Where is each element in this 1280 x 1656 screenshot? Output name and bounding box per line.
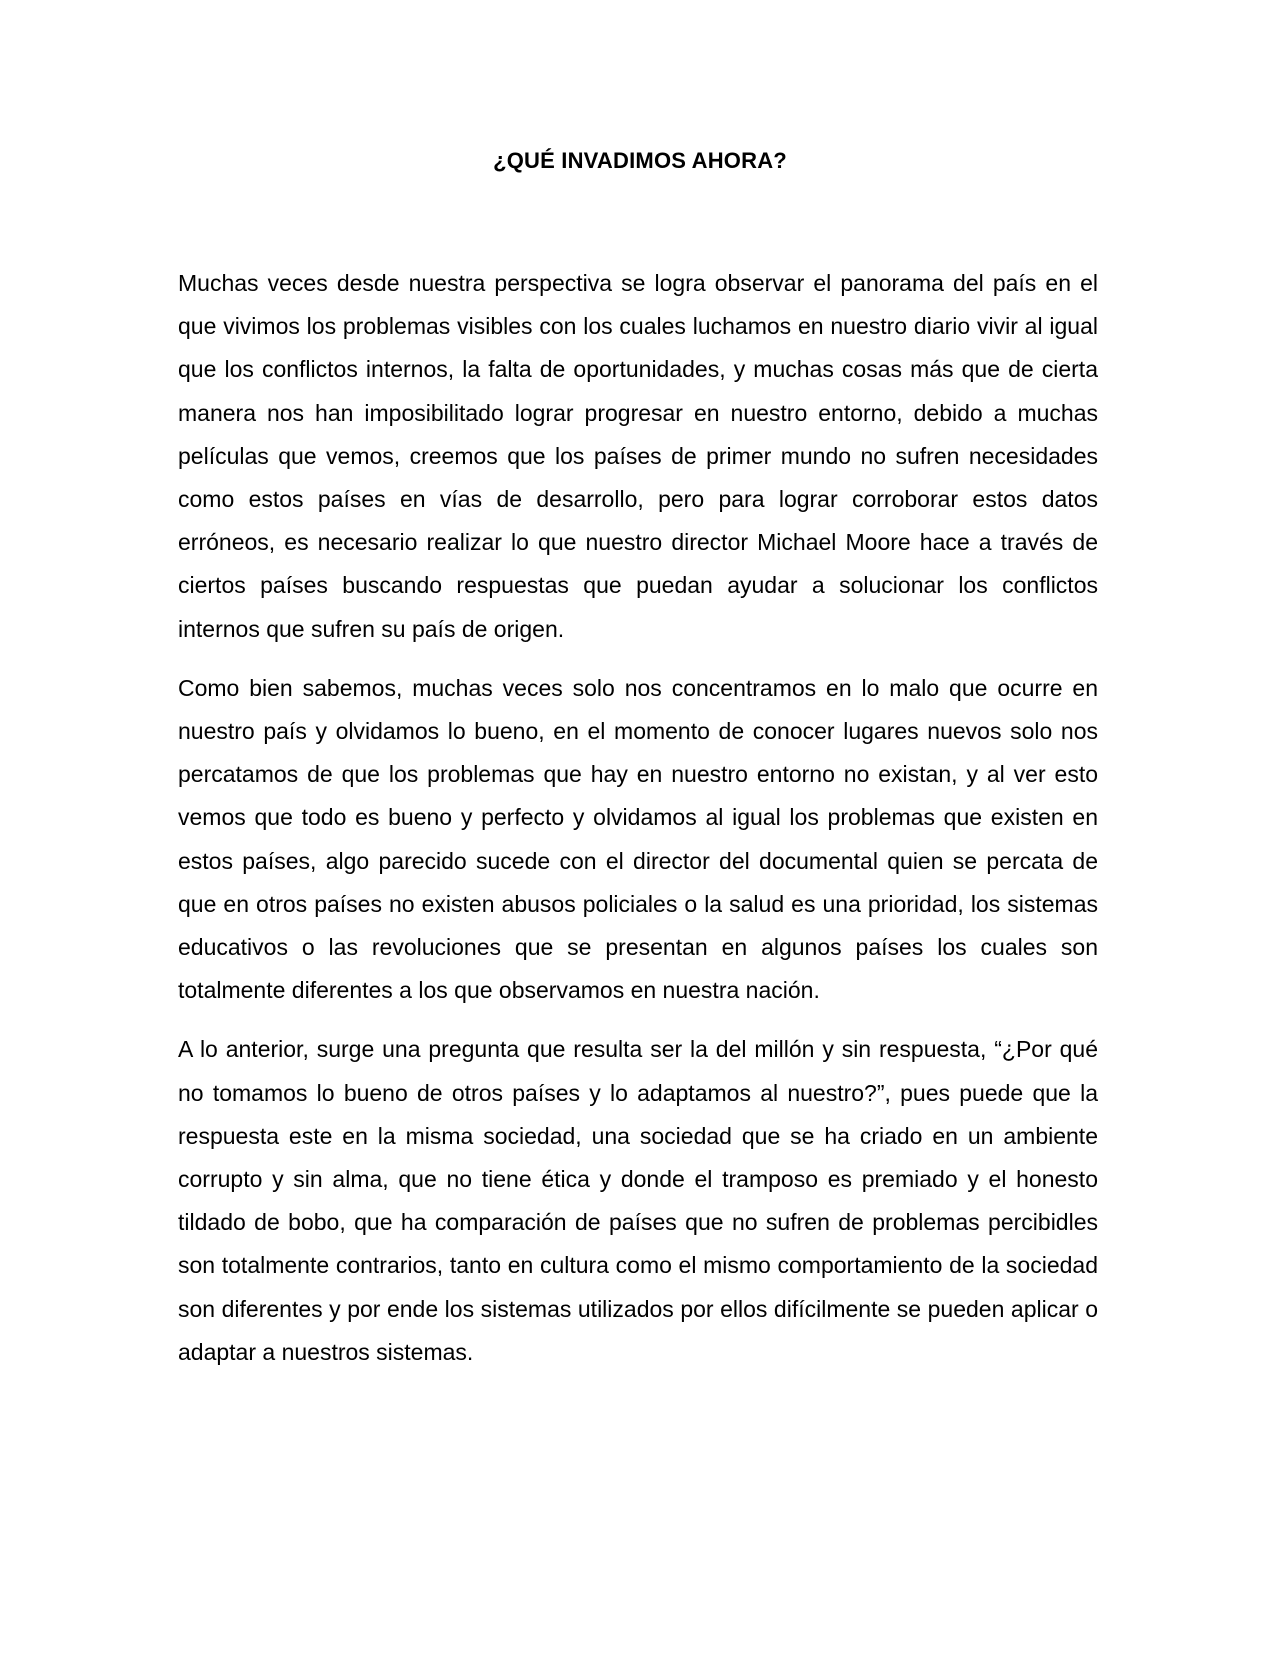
document-title: ¿QUÉ INVADIMOS AHORA?	[493, 148, 787, 173]
paragraph-3: A lo anterior, surge una pregunta que resulta ser la del millón y sin respuesta, “¿Por qué no tomamos lo bueno de otros países y lo adaptamos al nuestro?”, pues puede que la respuesta este en la misma sociedad, una sociedad que se ha criado en un ambiente corrupto y sin alma, que no tiene ética y donde el tramposo es premiado y el honesto tildado de bobo, que ha comparación de países que no sufren de problemas percibidles son totalmente contrarios, tanto en cultura como el mismo comportamiento de la sociedad son diferentes y por ende los sistemas utilizados por ellos difícilmente se pueden aplicar o adaptar a nuestros sistemas.	[178, 1036, 1098, 1365]
document-body	[178, 262, 1098, 1390]
paragraph-1: Muchas veces desde nuestra perspectiva se logra observar el panorama del país en el que vivimos los problemas visibles con los cuales luchamos en nuestro diario vivir al igual que los conflictos internos, la falta de oportunidades, y muchas cosas más que de cierta manera nos han imposibilitado lograr progresar en nuestro entorno, debido a muchas películas que vemos, creemos que los países de primer mundo no sufren necesidades como estos países en vías de desarrollo, pero para lograr corroborar estos datos erróneos, es necesario realizar lo que nuestro director Michael Moore hace a través de ciertos países buscando respuestas que puedan ayudar a solucionar los conflictos internos que sufren su país de origen.	[178, 270, 1098, 642]
paragraph-2: Como bien sabemos, muchas veces solo nos concentramos en lo malo que ocurre en nuestro país y olvidamos lo bueno, en el momento de conocer lugares nuevos solo nos percatamos de que los problemas que hay en nuestro entorno no existan, y al ver esto vemos que todo es bueno y perfecto y olvidamos al igual los problemas que existen en estos países, algo parecido sucede con el director del documental quien se percata de que en otros países no existen abusos policiales o la salud es una prioridad, los sistemas educativos o las revoluciones que se presentan en algunos países los cuales son totalmente diferentes a los que observamos en nuestra nación.	[178, 674, 1098, 1004]
